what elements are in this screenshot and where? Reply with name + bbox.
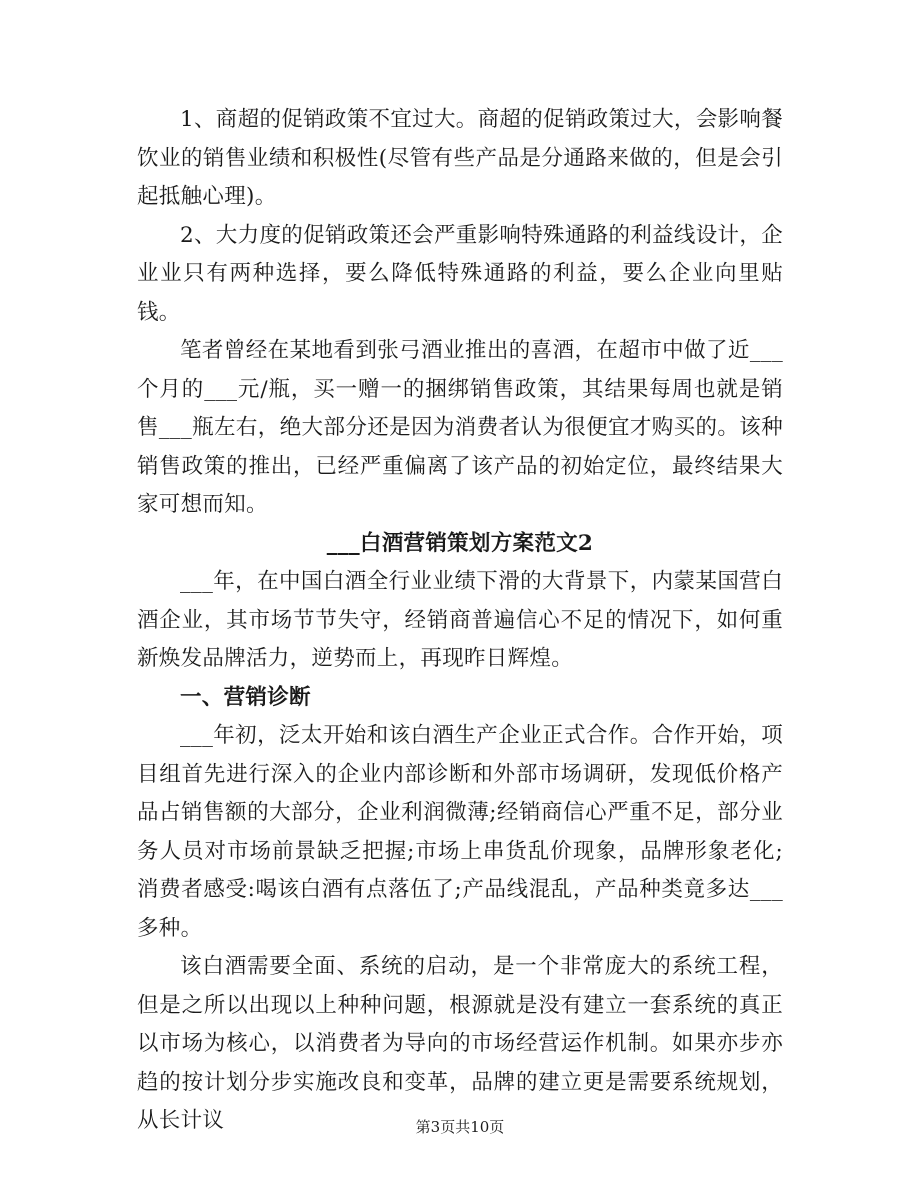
heading-marketing-diagnosis: 一、营销诊断 [180,684,311,710]
document-body [137,101,783,1141]
paragraph-system-launch: 该白酒需要全面、系统的启动，是一个非常庞大的系统工程，但是之所以出现以上种种问题，根源就是没有建立一套系统的真正以市场为核心，以消费者为导向的市场经营运作机制。如果亦步亦趋的按计划分步实施改良和变革，品牌的建立更是需要系统规划，从长计议 [137,954,783,1133]
paragraph-case-example: 笔者曾经在某地看到张弓酒业推出的喜酒，在超市中做了近___个月的___元/瓶，买一赠一的捆绑销售政策，其结果每周也就是销售___瓶左右，绝大部分还是因为消费者认为很便宜才购买的。该种销售政策的推出，已经严重偏离了该产品的初始定位，最终结果大家可想而知。 [137,338,783,517]
section-title: ___白酒营销策划方案范文2 [326,530,594,556]
paragraph-background: ___年，在中国白酒全行业业绩下滑的大背景下，内蒙某国营白酒企业，其市场节节失守，经销商普遍信心不足的情况下，如何重新焕发品牌活力，逆势而上，再现昨日辉煌。 [137,569,783,671]
paragraph-diagnosis: ___年初，泛太开始和该白酒生产企业正式合作。合作开始，项目组首先进行深入的企业内部诊断和外部市场调研，发现低价格产品占销售额的大部分，企业利润微薄;经销商信心严重不足，部分业务人员对市场前景缺乏把握;市场上串货乱价现象，品牌形象老化;消费者感受:喝该白酒有点落伍了;产品线混乱，产品种类竟多达___多种。 [137,723,783,941]
paragraph-promo-policy: 1、商超的促销政策不宜过大。商超的促销政策过大，会影响餐饮业的销售业绩和积极性(尽管有些产品是分通路来做的，但是会引起抵触心理)。 [137,107,783,209]
paragraph-special-channel: 2、大力度的促销政策还会严重影响特殊通路的利益线设计，企业业只有两种选择，要么降低特殊通路的利益，要么企业向里贴钱。 [137,222,783,325]
page-number: 第3页共10页 [415,1118,505,1136]
